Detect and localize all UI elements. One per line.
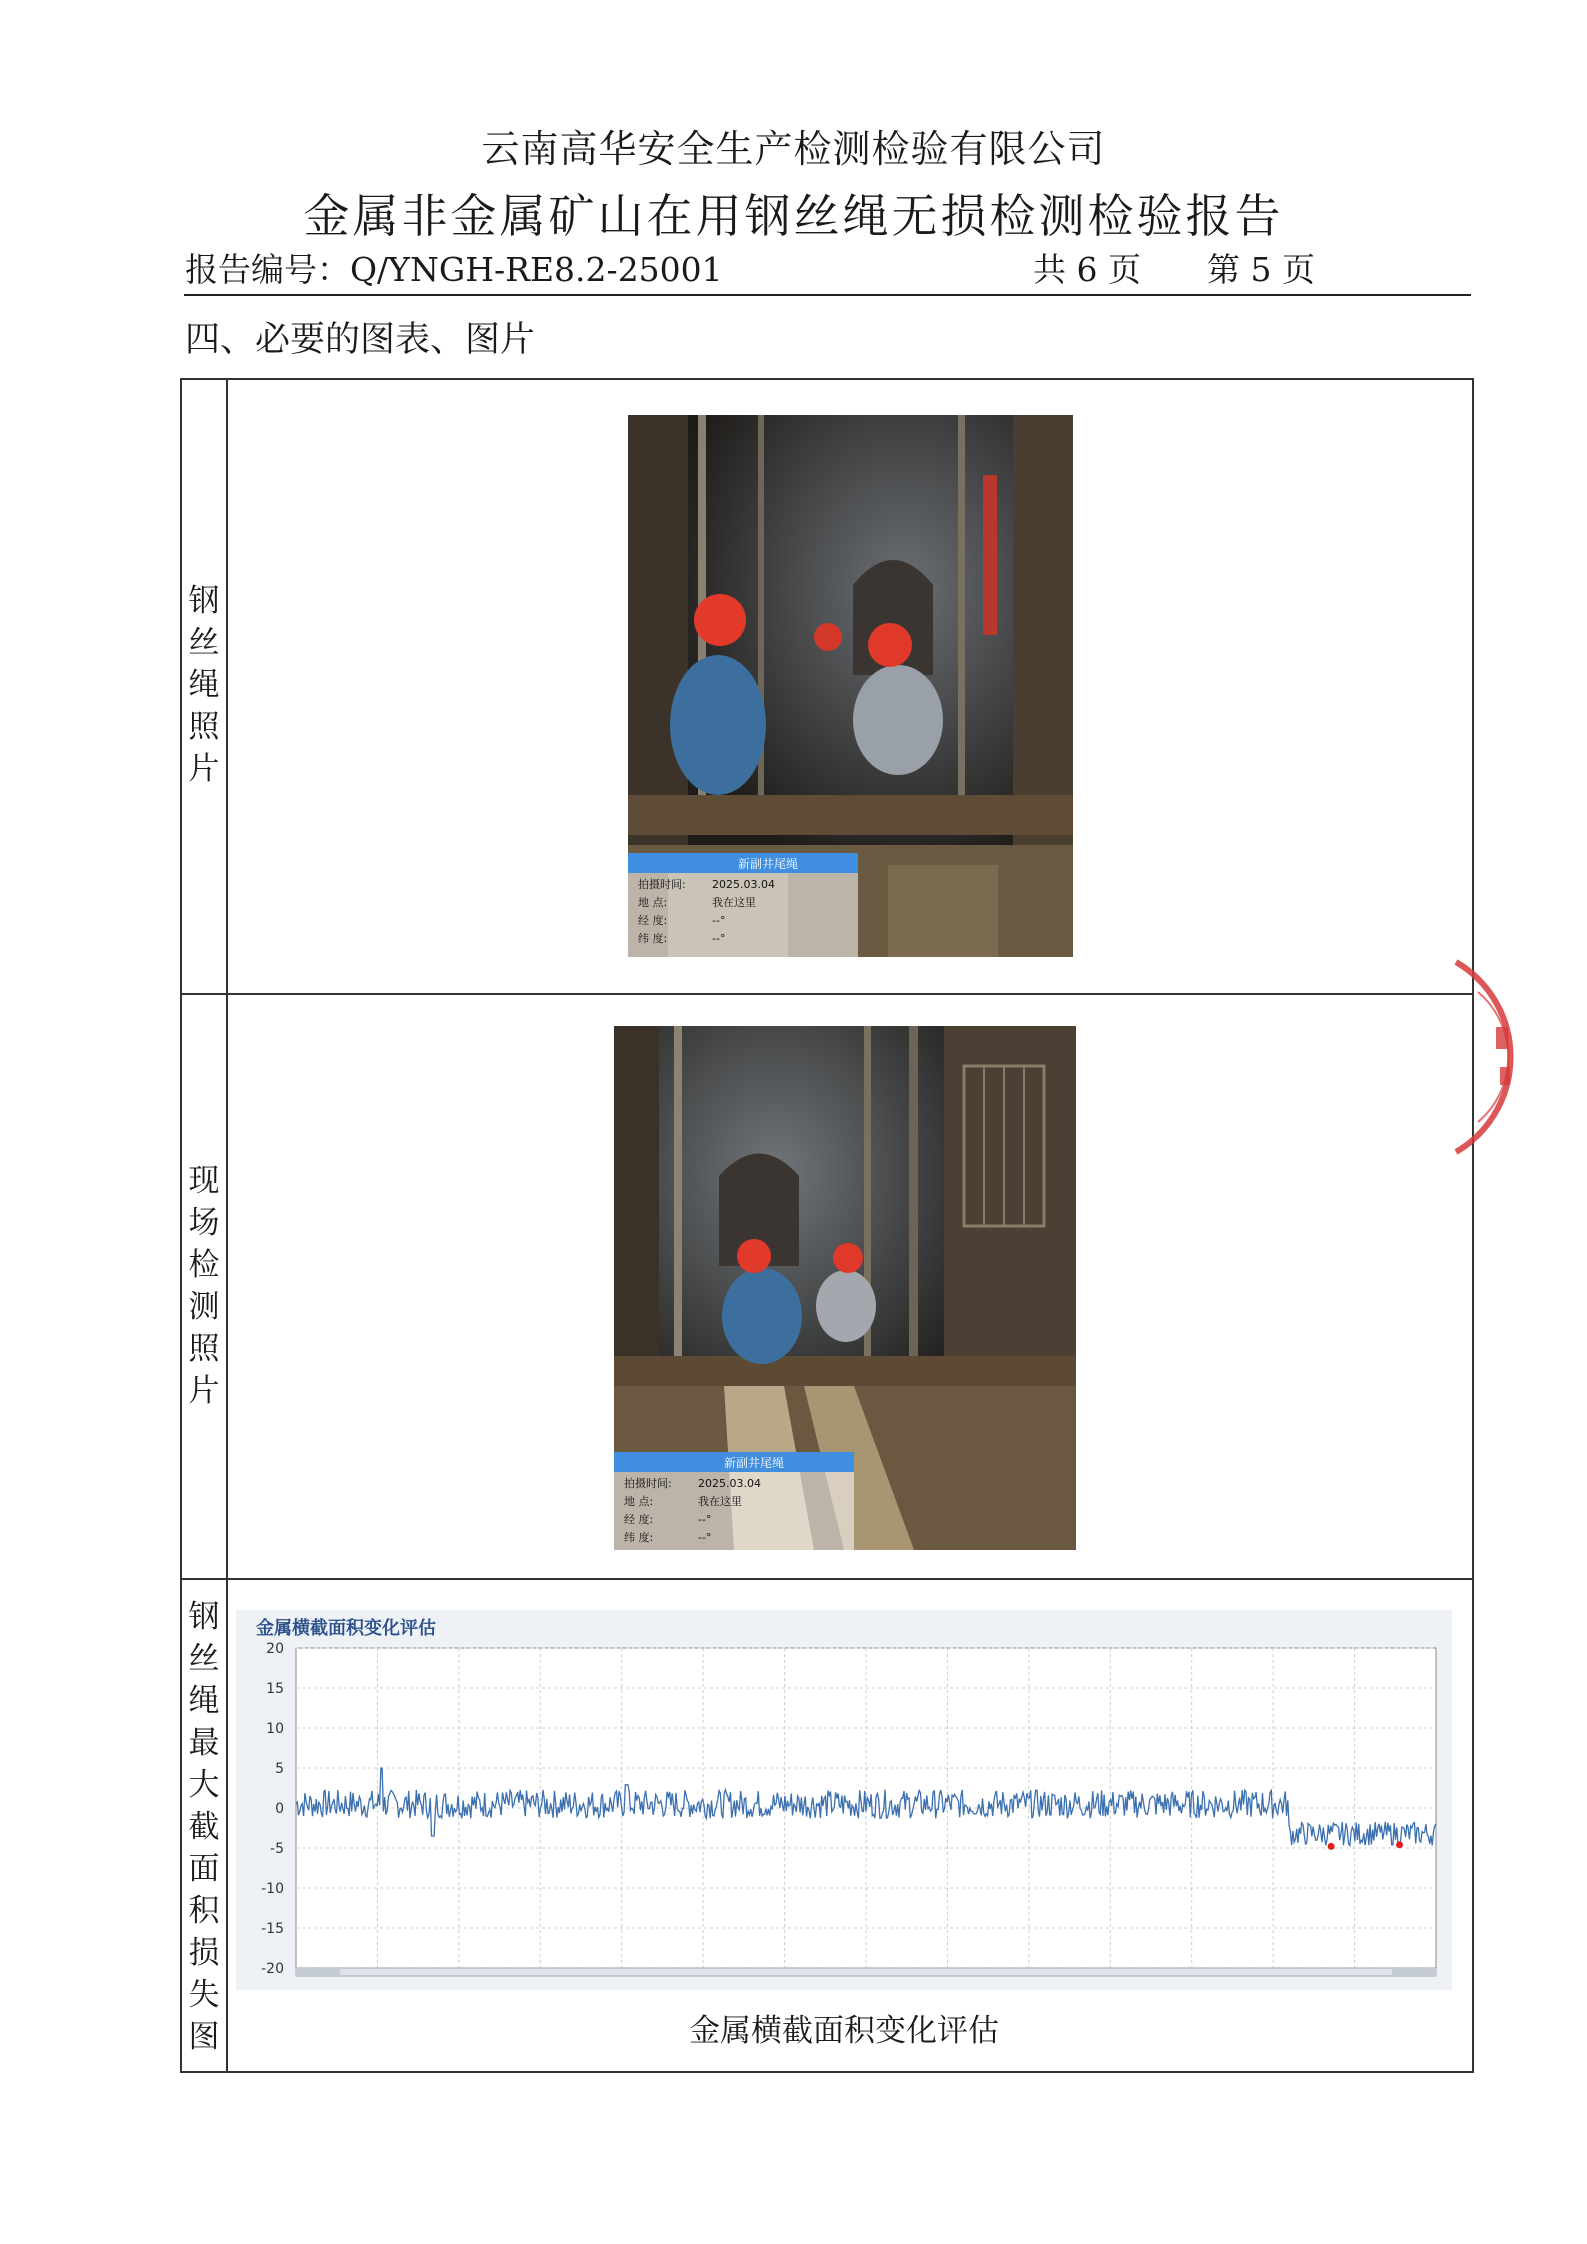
y-tick-label: 0 bbox=[275, 1801, 284, 1817]
loss-chart bbox=[236, 1610, 1452, 1990]
row-label-char: 钢 bbox=[188, 1599, 220, 1635]
row-label-char: 损 bbox=[188, 1935, 220, 1971]
photo-1-lng-key: 经 度: bbox=[638, 914, 668, 927]
row-label-char: 测 bbox=[188, 1289, 220, 1325]
row-label-char: 片 bbox=[188, 751, 220, 787]
photo-2-place: 我在这里 bbox=[698, 1495, 742, 1508]
photo-1-lat: --° bbox=[712, 932, 726, 945]
scroll-handle-left[interactable] bbox=[296, 1968, 340, 1976]
row-label-rope-photo bbox=[180, 580, 228, 790]
photo-1-time-key: 拍摄时间: bbox=[638, 878, 686, 891]
row-label-char: 片 bbox=[188, 1373, 220, 1409]
photo-1-time: 2025.03.04 bbox=[712, 878, 775, 891]
row-label-char: 检 bbox=[188, 1247, 220, 1283]
scroll-handle-right[interactable] bbox=[1392, 1968, 1436, 1976]
row-label-site-photo bbox=[180, 1160, 228, 1412]
page-number: 第 5 页 bbox=[1207, 250, 1315, 289]
row-label-char: 积 bbox=[188, 1893, 220, 1929]
photo-2-time: 2025.03.04 bbox=[698, 1477, 761, 1490]
photo-2-place-key: 地 点: bbox=[624, 1495, 654, 1508]
row-divider-1 bbox=[180, 993, 1474, 995]
chart-title: 金属横截面积变化评估 bbox=[256, 1618, 436, 1639]
row-label-char: 最 bbox=[188, 1725, 220, 1761]
photo-1-place: 我在这里 bbox=[712, 896, 756, 909]
row-label-char: 照 bbox=[188, 1331, 220, 1367]
photo-1-banner: 新副井尾绳 bbox=[737, 857, 799, 871]
y-tick-label: -5 bbox=[270, 1841, 284, 1857]
defect-marker bbox=[1328, 1843, 1335, 1850]
row-label-char: 绳 bbox=[188, 1683, 220, 1719]
y-tick-label: 10 bbox=[266, 1721, 284, 1737]
y-tick-label: -15 bbox=[261, 1921, 284, 1937]
photo-1-lat-key: 纬 度: bbox=[638, 932, 668, 945]
row-label-char: 照 bbox=[188, 709, 220, 745]
y-tick-label: 5 bbox=[275, 1761, 284, 1777]
site-photo bbox=[614, 1026, 1076, 1550]
row-label-char: 场 bbox=[188, 1205, 220, 1241]
row-label-char: 大 bbox=[188, 1767, 220, 1803]
row-label-char: 丝 bbox=[188, 1641, 220, 1677]
photo-2-banner: 新副井尾绳 bbox=[723, 1456, 785, 1470]
row-label-char: 丝 bbox=[188, 625, 220, 661]
y-tick-label: -10 bbox=[261, 1881, 284, 1897]
photo-2-lat: --° bbox=[698, 1531, 712, 1544]
row-label-char: 截 bbox=[188, 1809, 220, 1845]
defect-marker bbox=[1396, 1841, 1403, 1848]
seal-stamp-fragment bbox=[1436, 952, 1566, 1162]
report-number: 报告编号：Q/YNGH-RE8.2-25001 bbox=[185, 250, 723, 289]
photo-1-place-key: 地 点: bbox=[638, 896, 668, 909]
row-label-char: 钢 bbox=[188, 583, 220, 619]
photo-2-lat-key: 纬 度: bbox=[624, 1531, 654, 1544]
row-label-char: 失 bbox=[188, 1977, 220, 2013]
chart-caption: 金属横截面积变化评估 bbox=[689, 2013, 999, 2049]
y-tick-label: 15 bbox=[266, 1681, 284, 1697]
y-tick-label: -20 bbox=[261, 1961, 284, 1977]
y-tick-label: 20 bbox=[266, 1641, 284, 1657]
row-divider-2 bbox=[180, 1578, 1474, 1580]
total-pages: 共 6 页 bbox=[1033, 250, 1141, 289]
photo-2-lng-key: 经 度: bbox=[624, 1513, 654, 1526]
section-title: 四、必要的图表、图片 bbox=[185, 320, 536, 360]
report-title: 金属非金属矿山在用钢丝绳无损检测检验报告 bbox=[303, 189, 1284, 243]
row-label-loss-chart bbox=[180, 1596, 228, 2058]
row-label-char: 现 bbox=[188, 1163, 220, 1199]
rope-photo bbox=[628, 415, 1073, 957]
row-label-char: 图 bbox=[188, 2019, 220, 2055]
photo-2-lng: --° bbox=[698, 1513, 712, 1526]
report-meta bbox=[185, 244, 1465, 290]
company-name: 云南高华安全生产检测检验有限公司 bbox=[481, 127, 1106, 171]
x-scrollbar[interactable] bbox=[296, 1968, 1436, 1976]
photo-1-lng: --° bbox=[712, 914, 726, 927]
row-label-char: 绳 bbox=[188, 667, 220, 703]
photo-2-time-key: 拍摄时间: bbox=[624, 1477, 672, 1490]
row-label-char: 面 bbox=[188, 1851, 220, 1887]
header-rule bbox=[184, 294, 1471, 296]
